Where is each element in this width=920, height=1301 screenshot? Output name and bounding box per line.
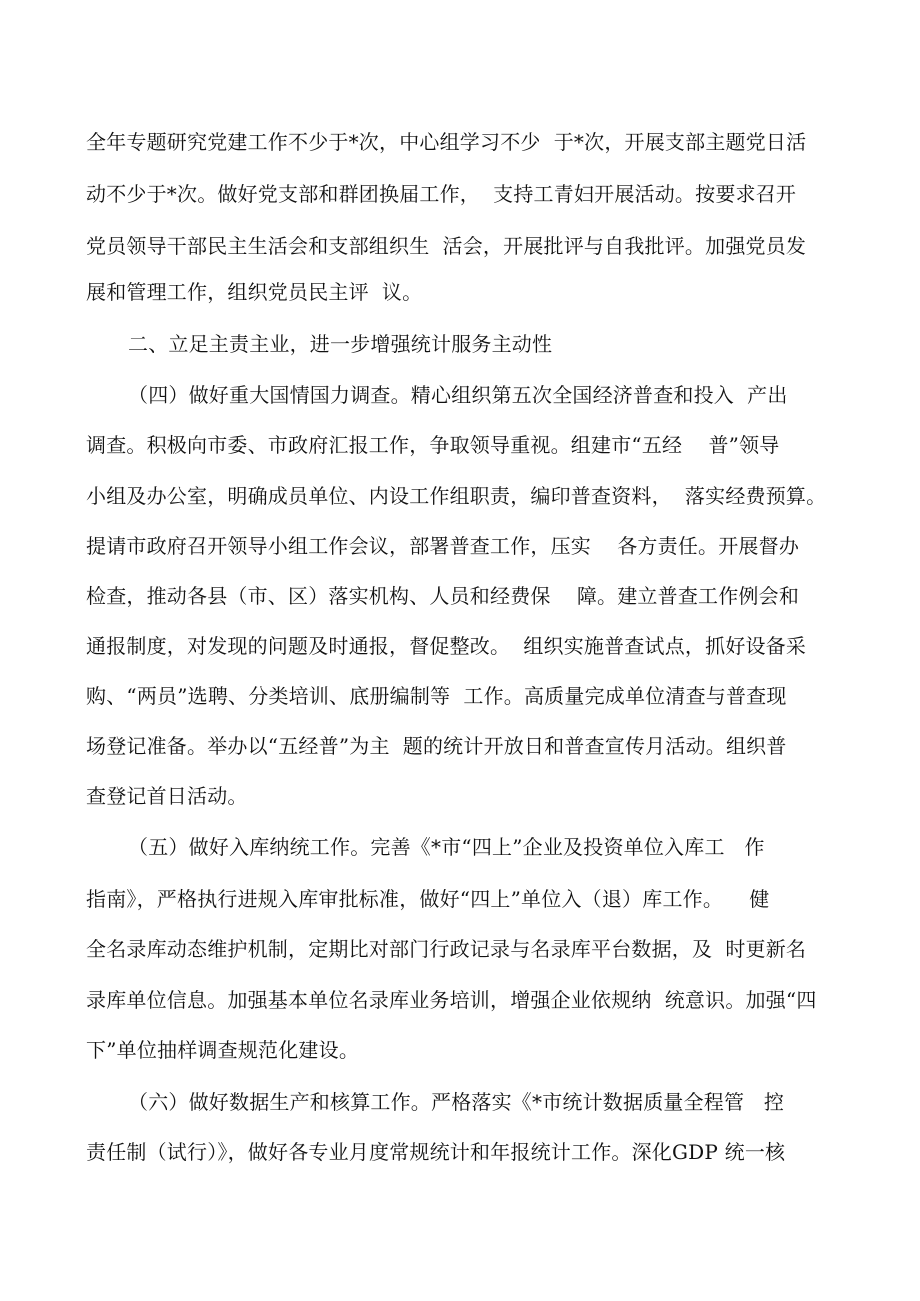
paragraph-line-20: （六）做好数据生产和核算工作。严格落实《*市统计数据质量全程管 控 [128,1090,785,1114]
paragraph-line-6: （四）做好重大国情国力调查。精心组织第五次全国经济普查和投入 产出 [128,383,788,407]
paragraph-line-18: 录库单位信息。加强基本单位名录库业务培训，增强企业依规纳 统意识。加强“四 [86,988,817,1012]
paragraph-line-10: 检查，推动各县（市、区）落实机构、人员和经费保 障。建立普查工作例会和 [86,584,800,608]
paragraph-line-21: 责任制（试行）》，做好各专业月度常规统计和年报统计工作。深化GDP 统一核 [86,1140,786,1164]
paragraph-line-14: 查登记首日活动。 [86,784,248,808]
paragraph-line-8: 小组及办公室，明确成员单位、内设工作组职责，编印普查资料， 落实经费预算。 [86,484,827,508]
paragraph-line-15: （五）做好入库纳统工作。完善《*市“四上”企业及投资单位入库工 作 [128,835,765,859]
paragraph-line-1: 全年专题研究党建工作不少于*次，中心组学习不少 于*次，开展支部主题党日活 [86,130,807,154]
paragraph-line-12: 购、“两员”选聘、分类培训、底册编制等 工作。高质量完成单位清查与普查现 [86,684,787,708]
section-heading: 二、立足主责主业，进一步增强统计服务主动性 [128,332,553,356]
paragraph-line-9: 提请市政府召开领导小组工作会议，部署普查工作，压实 各方责任。开展督办 [86,534,800,558]
paragraph-line-4: 展和管理工作，组织党员民主评 议。 [86,280,423,304]
paragraph-line-13: 场登记准备。举办以“五经普”为主 题的统计开放日和普查宣传月活动。组织普 [86,734,787,758]
paragraph-line-7: 调查。积极向市委、市政府汇报工作，争取领导重视。组建市“五经 普”领导 [86,433,780,457]
paragraph-line-2: 动不少于*次。做好党支部和群团换届工作， 支持工青妇开展活动。按要求召开 [86,182,797,206]
paragraph-line-19: 下”单位抽样调查规范化建设。 [86,1038,360,1062]
paragraph-line-17: 全名录库动态维护机制，定期比对部门行政记录与名录库平台数据，及 时更新名 [86,937,807,961]
paragraph-line-3: 党员领导干部民主生活会和支部组织生 活会，开展批评与自我批评。加强党员发 [86,234,807,258]
paragraph-line-11: 通报制度，对发现的问题及时通报，督促整改。 组织实施普查试点，抓好设备采 [86,634,807,658]
paragraph-line-16: 指南》，严格执行进规入库审批标准，做好“四上”单位入（退）库工作。 健 [86,887,770,911]
